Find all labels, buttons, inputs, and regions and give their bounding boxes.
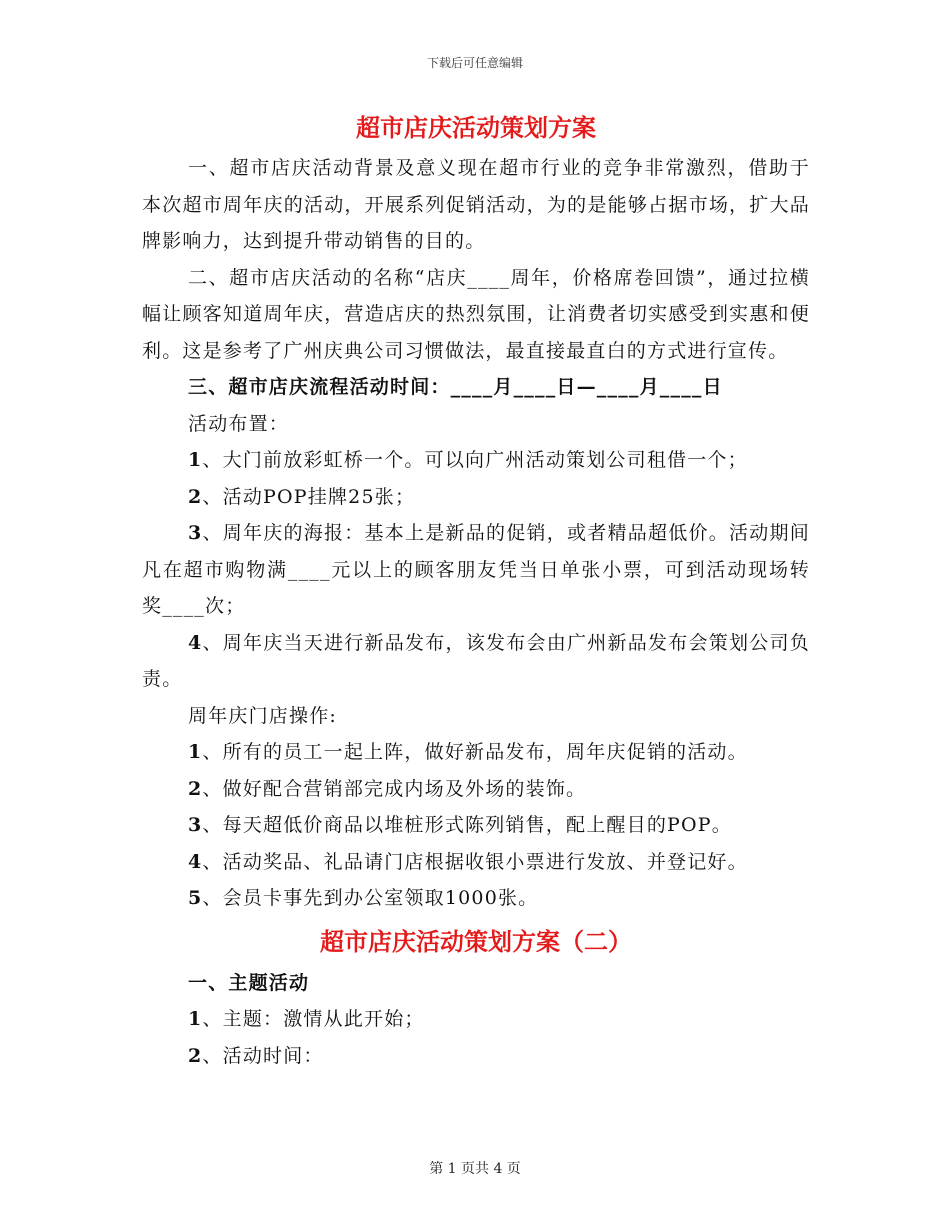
list-item: 2、活动时间： bbox=[188, 1044, 324, 1067]
paragraph-schedule: 三、超市店庆流程活动时间：____月____日—____月____日 bbox=[188, 376, 723, 398]
paragraph-background: 一、超市店庆活动背景及意义现在超市行业的竞争非常激烈，借助于本次超市周年庆的活动，开展系列促销活动，为的是能够占据市场，扩大品牌影响力，达到提升带动销售的目的。 bbox=[142, 157, 810, 252]
list-item: 1、所有的员工一起上阵，做好新品发布，周年庆促销的活动。 bbox=[188, 741, 748, 763]
list-item: 2、活动POP挂牌25张； bbox=[188, 485, 416, 508]
page-footer: 第 1 页共 4 页 bbox=[429, 1161, 521, 1177]
list-item: 2、做好配合营销部完成内场及外场的装饰。 bbox=[188, 777, 587, 800]
paragraph-name: 二、超市店庆活动的名称“店庆____周年，价格席卷回馈”，通过拉横幅让顾客知道周年庆，营造店庆的热烈氛围，让消费者切实感受到实惠和便利。这是参考了广州庆典公司习惯做法，最直接最直白的方式进行宣传。 bbox=[142, 266, 810, 362]
paragraph-layout-heading: 活动布置： bbox=[188, 412, 290, 435]
list-item: 3、每天超低价商品以堆桩形式陈列销售，配上醒目的POP。 bbox=[188, 814, 732, 836]
list-item: 4、活动奖品、礼品请门店根据收银小票进行发放、并登记好。 bbox=[188, 850, 748, 873]
document-title: 超市店庆活动策划方案 bbox=[356, 113, 596, 142]
section-title: 超市店庆活动策划方案（二） bbox=[320, 926, 632, 956]
section-heading: 一、主题活动 bbox=[188, 971, 310, 994]
page-header: 下载后可任意编辑 bbox=[426, 56, 523, 70]
list-item: 4、周年庆当天进行新品发布，该发布会由广州新品发布会策划公司负责。 bbox=[142, 631, 810, 690]
paragraph-store-ops-heading: 周年庆门店操作: bbox=[188, 704, 338, 727]
document-body bbox=[142, 108, 810, 1074]
list-item: 1、主题：激情从此开始； bbox=[188, 1008, 425, 1030]
list-item: 3、周年庆的海报：基本上是新品的促销，或者精品超低价。活动期间凡在超市购物满____元以上的顾客朋友凭当日单张小票，可到活动现场转奖____次； bbox=[142, 522, 810, 617]
list-item: 1、大门前放彩虹桥一个。可以向广州活动策划公司租借一个； bbox=[188, 449, 748, 471]
list-item: 5、会员卡事先到办公室领取1000张。 bbox=[188, 887, 539, 909]
